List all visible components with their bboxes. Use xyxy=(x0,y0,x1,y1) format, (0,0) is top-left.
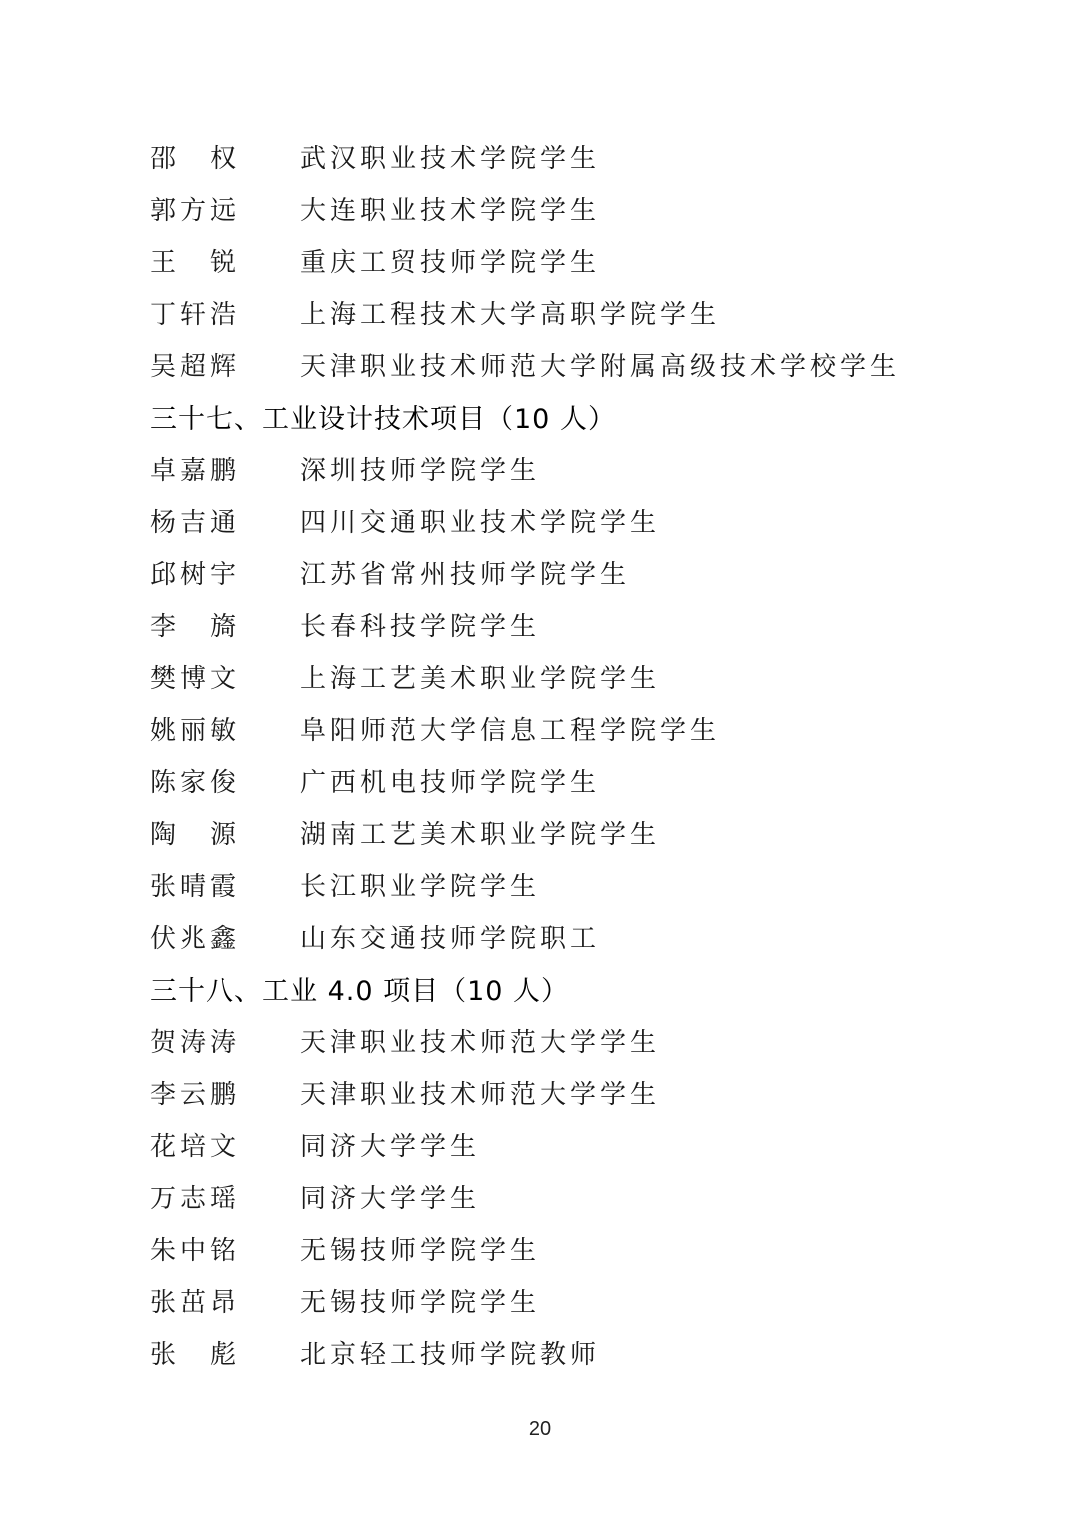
section-title: 三十八、工业 4.0 项目（10 人） xyxy=(150,975,570,1007)
person-name: 邱树宇 xyxy=(150,559,241,590)
person-name: 吴超辉 xyxy=(150,351,241,382)
person-organization: 长江职业学院学生 xyxy=(300,871,541,902)
list-item xyxy=(150,1274,950,1326)
person-organization: 江苏省常州技师学院学生 xyxy=(300,559,631,590)
list-item xyxy=(150,1014,950,1066)
person-organization: 深圳技师学院学生 xyxy=(300,455,541,486)
list-item xyxy=(150,1326,950,1378)
person-organization: 天津职业技术师范大学学生 xyxy=(300,1027,661,1058)
list-item xyxy=(150,234,950,286)
section-heading-37 xyxy=(150,390,950,442)
person-organization: 广西机电技师学院学生 xyxy=(300,767,601,798)
person-name: 卓嘉鹏 xyxy=(150,455,241,486)
section-heading-38 xyxy=(150,962,950,1014)
list-item xyxy=(150,1066,950,1118)
person-name: 伏兆鑫 xyxy=(150,923,241,954)
person-name: 张茁昂 xyxy=(150,1287,241,1318)
list-item xyxy=(150,754,950,806)
person-name: 陶 源 xyxy=(150,819,241,850)
person-organization: 重庆工贸技师学院学生 xyxy=(300,247,601,278)
page-number: 20 xyxy=(528,1418,552,1440)
list-item xyxy=(150,338,950,390)
person-name: 张晴霞 xyxy=(150,871,241,902)
name-list xyxy=(150,130,950,1378)
person-name: 花培文 xyxy=(150,1131,241,1162)
person-organization: 阜阳师范大学信息工程学院学生 xyxy=(300,715,721,746)
person-name: 张 彪 xyxy=(150,1339,241,1370)
person-name: 姚丽敏 xyxy=(150,715,241,746)
list-item xyxy=(150,650,950,702)
list-item xyxy=(150,182,950,234)
person-name: 邵 权 xyxy=(150,143,241,174)
list-item xyxy=(150,910,950,962)
list-item xyxy=(150,1170,950,1222)
person-organization: 大连职业技术学院学生 xyxy=(300,195,601,226)
person-organization: 无锡技师学院学生 xyxy=(300,1287,541,1318)
list-item xyxy=(150,546,950,598)
person-name: 万志瑶 xyxy=(150,1183,241,1214)
person-organization: 湖南工艺美术职业学院学生 xyxy=(300,819,661,850)
person-organization: 无锡技师学院学生 xyxy=(300,1235,541,1266)
person-organization: 山东交通技师学院职工 xyxy=(300,923,601,954)
person-organization: 同济大学学生 xyxy=(300,1183,481,1214)
list-item xyxy=(150,494,950,546)
list-item xyxy=(150,130,950,182)
person-organization: 天津职业技术师范大学附属高级技术学校学生 xyxy=(300,351,901,382)
person-name: 朱中铭 xyxy=(150,1235,241,1266)
list-item xyxy=(150,286,950,338)
person-organization: 北京轻工技师学院教师 xyxy=(300,1339,601,1370)
person-organization: 天津职业技术师范大学学生 xyxy=(300,1079,661,1110)
person-name: 李云鹏 xyxy=(150,1079,241,1110)
person-name: 樊博文 xyxy=(150,663,241,694)
list-item xyxy=(150,858,950,910)
person-organization: 长春科技学院学生 xyxy=(300,611,541,642)
person-name: 王 锐 xyxy=(150,247,241,278)
person-name: 陈家俊 xyxy=(150,767,241,798)
list-item xyxy=(150,442,950,494)
person-organization: 上海工艺美术职业学院学生 xyxy=(300,663,661,694)
person-name: 郭方远 xyxy=(150,195,241,226)
section-title: 三十七、工业设计技术项目（10 人） xyxy=(150,403,616,435)
person-name: 李 旖 xyxy=(150,611,241,642)
person-organization: 四川交通职业技术学院学生 xyxy=(300,507,661,538)
list-item xyxy=(150,1222,950,1274)
list-item xyxy=(150,806,950,858)
person-name: 丁轩浩 xyxy=(150,299,241,330)
list-item xyxy=(150,598,950,650)
person-organization: 上海工程技术大学高职学院学生 xyxy=(300,299,721,330)
person-name: 杨吉通 xyxy=(150,507,241,538)
person-organization: 同济大学学生 xyxy=(300,1131,481,1162)
list-item xyxy=(150,702,950,754)
person-organization: 武汉职业技术学院学生 xyxy=(300,143,601,174)
person-name: 贺涛涛 xyxy=(150,1027,241,1058)
list-item xyxy=(150,1118,950,1170)
